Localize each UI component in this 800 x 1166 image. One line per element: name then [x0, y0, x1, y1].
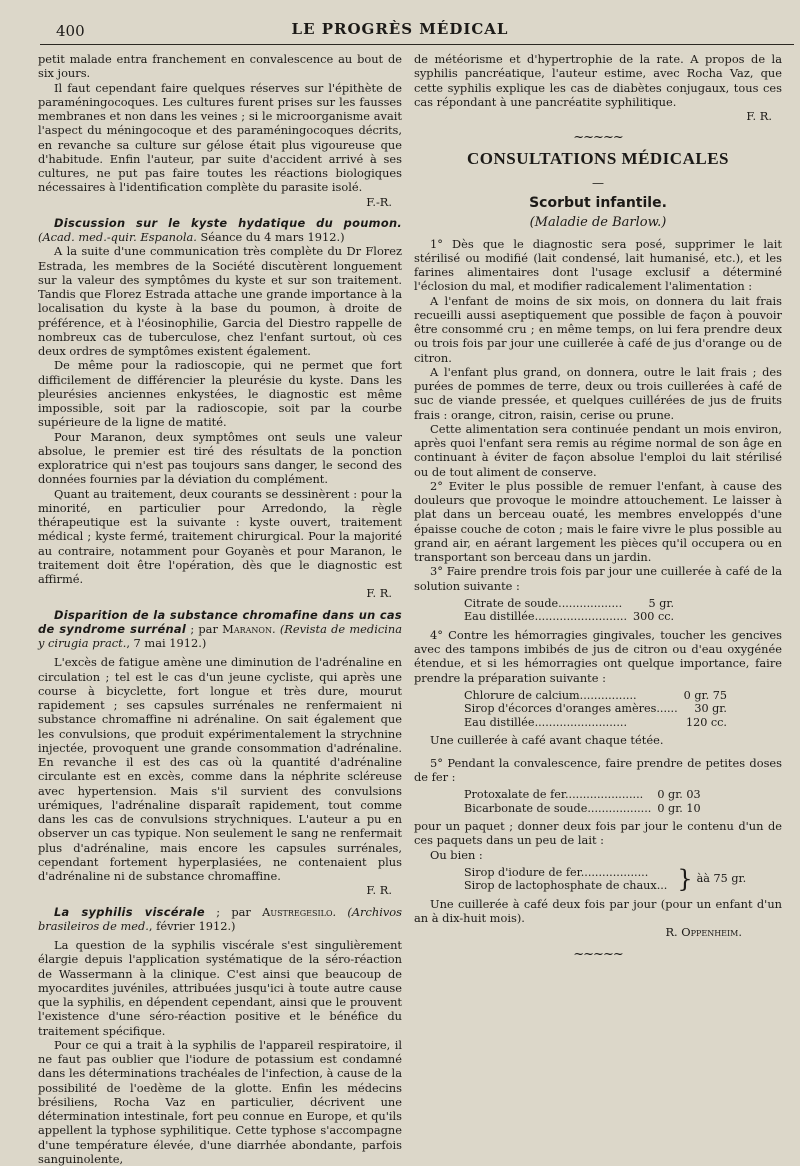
- paragraph: A l'enfant de moins de six mois, on donnera du lait frais recueilli aussi aseptiquement que possible de façon à pouvoir être consommé cru ; en même temps, on lui fera prendre deux ou trois fois par jour une cuillerée à café de jus d'orange ou de citron.: [414, 293, 782, 365]
- paragraph: de météorisme et d'hypertrophie de la rate. A propos de la syphilis pancréatique, l'auteur estime, avec Rocha Vaz, que cette syphilis explique les cas de diabètes conjugaux, tous ces cas répondant à une pancréatite syphilitique.: [414, 52, 782, 109]
- prescription-table: [464, 597, 674, 624]
- ingredient-name: Eau distillée..........................: [464, 715, 628, 729]
- prescription-row: [464, 788, 701, 802]
- ingredient-name: Chlorure de calcium................: [464, 688, 637, 702]
- by-text: ; par: [204, 904, 263, 919]
- ingredient-quantity: 0 gr. 03: [657, 788, 701, 801]
- consultation-subtitle: (Maladie de Barlow.): [529, 215, 667, 231]
- article-date: Séance du 4 mars 1912.): [196, 230, 345, 244]
- article-source: (Acad. med.-quir. Espanola.: [38, 230, 197, 244]
- ingredient-name: Sirop d'iodure de fer...................: [464, 865, 649, 879]
- prescription-row: [464, 802, 701, 816]
- article-heading: [38, 216, 402, 245]
- paragraph: 5° Pendant la convalescence, faire prendre de petites doses de fer :: [414, 755, 782, 784]
- article-author: Austregesilo: [262, 904, 333, 919]
- header-rule: [40, 44, 794, 45]
- paragraph: 3° Faire prendre trois fois par jour une cuillerée à café de la solution suivante :: [414, 564, 782, 593]
- prescription-row: [464, 702, 727, 716]
- article-source: . (Archivos brasileiros de med.: [38, 904, 402, 933]
- ingredient-quantity: 120 cc.: [685, 715, 727, 729]
- article-source: . (Revista de medicina y cirugia pract.: [38, 621, 402, 650]
- paragraph: De même pour la radioscopie, qui ne permet que fort difficilement de différencier la pleurésie du kyste. Dans les pleurésies anciennes enkystées, le diagnostic est même impossible, soit par la radioscopie, soit par la courbe supérieure de la ligne de matité.: [38, 358, 402, 430]
- ornament-divider: ~~~~~: [573, 946, 623, 962]
- ingredient-quantity: 0 gr. 10: [657, 801, 701, 815]
- paragraph: 4° Contre les hémorragies gingivales, toucher les gencives avec des tampons imbibés de jus de citron ou d'eau oxygénée étendue, et si les hémorragies ont quelque importance, faire prendre la préparation suivante :: [414, 627, 782, 685]
- paragraph: A l'enfant plus grand, on donnera, outre le lait frais ; des purées de pommes de terre, deux ou trois cuillerées à café de suc de viande pressée, et quelques cuillérées de jus de fruits frais : orange, citron, raisin, cerise ou prune.: [414, 364, 782, 422]
- paragraph: pour un paquet ; donner deux fois par jour le contenu d'un de ces paquets dans un peu de lait :: [414, 819, 782, 848]
- paragraph: Pour Maranon, deux symptômes ont seuls une valeur absolue, le premier est tiré des résultats de la ponction exploratrice qui n'est pas toujours sans danger, le second des données fournies par la déviation du complément.: [38, 429, 402, 487]
- ingredient-quantity: } àà 75 gr.: [667, 866, 746, 893]
- prescription-table: [464, 788, 701, 815]
- prescription-table: [464, 866, 746, 893]
- section-title: CONSULTATIONS MÉDICALES: [466, 148, 729, 168]
- prescription-row: [464, 610, 674, 624]
- paragraph: petit malade entra franchement en convalescence au bout de six jours.: [38, 52, 402, 81]
- signature: F. R.: [746, 109, 772, 123]
- ingredient-quantity: 0 gr. 75: [683, 688, 727, 702]
- title-dash: —: [592, 175, 604, 190]
- ingredient-quantity: 5 gr.: [648, 596, 675, 610]
- brace: }: [677, 865, 693, 894]
- paragraph: A la suite d'une communication très complète du Dr Florez Estrada, les membres de la Société discutèrent longuement sur la valeur des symptômes du kyste et sur son traitement. Tandis que Florez Estrada attache une grande importance à la localisation du kyste à la base du poumon, à droite de préférence, et à l'éosinophilie, Garcia del Diestro rappelle de nombreux cas de tuberculose, chez l'enfant surtout, où ces deux ordres de symptômes existent également.: [38, 244, 402, 358]
- paragraph: 2° Eviter le plus possible de remuer l'enfant, à cause des douleurs que provoque le moindre attouchement. Le laisser à plat dans un berceau ouaté, les membres enveloppés d'une épaisse couche de coton ; mais le faire vivre le plus possible au grand air, en aérant largement les pièces qu'il occupera ou en transportant son berceau dans un jardin.: [414, 478, 782, 564]
- prescription-row: [464, 689, 727, 703]
- ingredient-name: Sirop d'écorces d'oranges amères......: [464, 702, 678, 716]
- ingredient-name: Sirop de lactophosphate de chaux...: [464, 879, 668, 893]
- by-text: ; par: [186, 621, 223, 636]
- ingredient-name: Citrate de soude..................: [464, 596, 623, 610]
- article-title: Disparition de la substance chromafine dans un cas de syndrome surrénal: [38, 607, 402, 636]
- paragraph: 1° Dès que le diagnostic sera posé, supprimer le lait stérilisé ou modifié (lait condensé, lait humanisé, etc.), et les farines alimentaires dont l'usage exclusif a déterminé l'éclosion du mal, et modifier radicalement l'alimentation :: [414, 236, 782, 294]
- ingredient-name: Protoxalate de fer......................: [464, 788, 644, 801]
- ornament-divider: ~~~~~: [573, 130, 623, 146]
- paragraph: Pour ce qui a trait à la syphilis de l'appareil respiratoire, il ne faut pas oublier que l'iodure de potassium est condamné dans les déterminations trachéales de l'infection, à cause de la possibilité de l'oedème de la glotte. Enfin les médecins brésiliens, Rocha Vaz en particulier, décrivent une détermination intestinale, fort peu connue en Europe, et qu'ils appellent la typhose syphilitique. Cette typhose s'accompagne d'une température élevée, d'une diarrhée abondante, parfois sanguinolente,: [38, 1037, 402, 1166]
- paragraph: Il faut cependant faire quelques réserves sur l'épithète de paraméningocoques. Les cultures furent prises sur les fausses membranes et non dans les veines ; si le microorganisme avait l'aspect du méningocoque et des paraméningocoques décrits, en revanche sa culture sur gélose était plus vigoureuse que d'habitude. Enfin l'auteur, par suite d'accident arrivé à ses cultures, ne put pas faire toutes les réactions biologiques nécessaires à l'identification complète du parasite isolé.: [38, 80, 402, 195]
- paragraph: Quant au traitement, deux courants se dessinèrent : pour la minorité, en particulier pour Arredondo, la règle thérapeutique est la suivante : kyste ouvert, traitement médical ; kyste fermé, traitement chirurgical. Pour la majorité au contraire, notamment pour Goyanès et pour Maranon, le traitement doit être l'opération, dès que le diagnostic est affirmé.: [38, 486, 402, 586]
- paragraph: Une cuillerée à café avant chaque tétée.: [430, 733, 664, 748]
- ingredient-name: Eau distillée..........................: [464, 610, 628, 624]
- signature: F. R.: [366, 883, 392, 898]
- paragraph: L'excès de fatigue amène une diminution de l'adrénaline en circulation ; tel est le cas d'un jeune cycliste, qui après une course à bicyclette, fort longue et très dure, mourut rapidement ; ses capsules surrénales ne renfermaient ni substance chromaffine ni adrénaline. On sait également que les convulsions, que produit expérimentalement la strychnine injectée, provoquent une grande consommation d'adrénaline. En revanche il est des cas où la quantité d'adrénaline circulante est en excès, comme dans la néphrite scléreuse avec hypertension. Mais s'il survient des convulsions urémiques, l'adrénaline disparaît rapidement, tout comme dans les cas de convulsions strychniques. L'auteur a pu en observer un cas typique. Non seulement le sang ne renfermait plus d'adrénaline, mais encore les capsules surrénales, cependant fortement hyperplasiées, ne contenaient plus d'adrénaline ni de substance chromaffine.: [38, 655, 402, 883]
- prescription-row: [464, 597, 674, 611]
- prescription-table: [464, 689, 727, 730]
- ingredient-quantity: 300 cc.: [633, 610, 675, 624]
- consultation-title: Scorbut infantile.: [529, 195, 667, 211]
- article-author: Maranon: [222, 621, 272, 636]
- prescription-row: [464, 716, 727, 730]
- paragraph: La question de la syphilis viscérale s'est singulièrement élargie depuis l'application systématique de la séro-réaction de Wassermann à la clinique. C'est ainsi que beaucoup de myocardites juvéniles, attribuées jusqu'ici à toute autre cause que la syphilis, en dépendent cependant, ainsi que le prouvent l'existence d'une séro-réaction positive et le bénéfice du traitement spécifique.: [38, 938, 402, 1038]
- author-signature: R. Oppenheim.: [665, 925, 742, 940]
- article-heading: [38, 905, 402, 934]
- right-column: [414, 52, 782, 968]
- paragraph: Une cuillerée à café deux fois par jour (pour un enfant d'un an à dix-huit mois).: [414, 896, 782, 925]
- ingredient-name: Bicarbonate de soude..................: [464, 801, 652, 815]
- article-date: , février 1912.): [148, 918, 236, 933]
- paragraph: Cette alimentation sera continuée pendant un mois environ, après quoi l'enfant sera remis au régime normal de son âge en continuant à éviter de façon absolue l'emploi du lait stérilisé ou de tout aliment de conserve.: [414, 421, 782, 479]
- article-title: Discussion sur le kyste hydatique du poumon.: [54, 215, 402, 230]
- running-title: LE PROGRÈS MÉDICAL: [291, 20, 509, 38]
- article-date: , 7 mai 1912.): [126, 636, 207, 650]
- signature: F. R.: [366, 586, 392, 601]
- page-number: 400: [56, 22, 85, 40]
- ingredient-quantity: 30 gr.: [694, 702, 727, 716]
- article-title: La syphilis viscérale: [54, 904, 205, 919]
- signature: F.-R.: [366, 194, 392, 209]
- prescription-row: [464, 866, 746, 880]
- article-heading: [38, 608, 402, 651]
- left-column: [38, 52, 402, 1166]
- paragraph: Ou bien :: [430, 847, 483, 862]
- page-header: [0, 0, 800, 40]
